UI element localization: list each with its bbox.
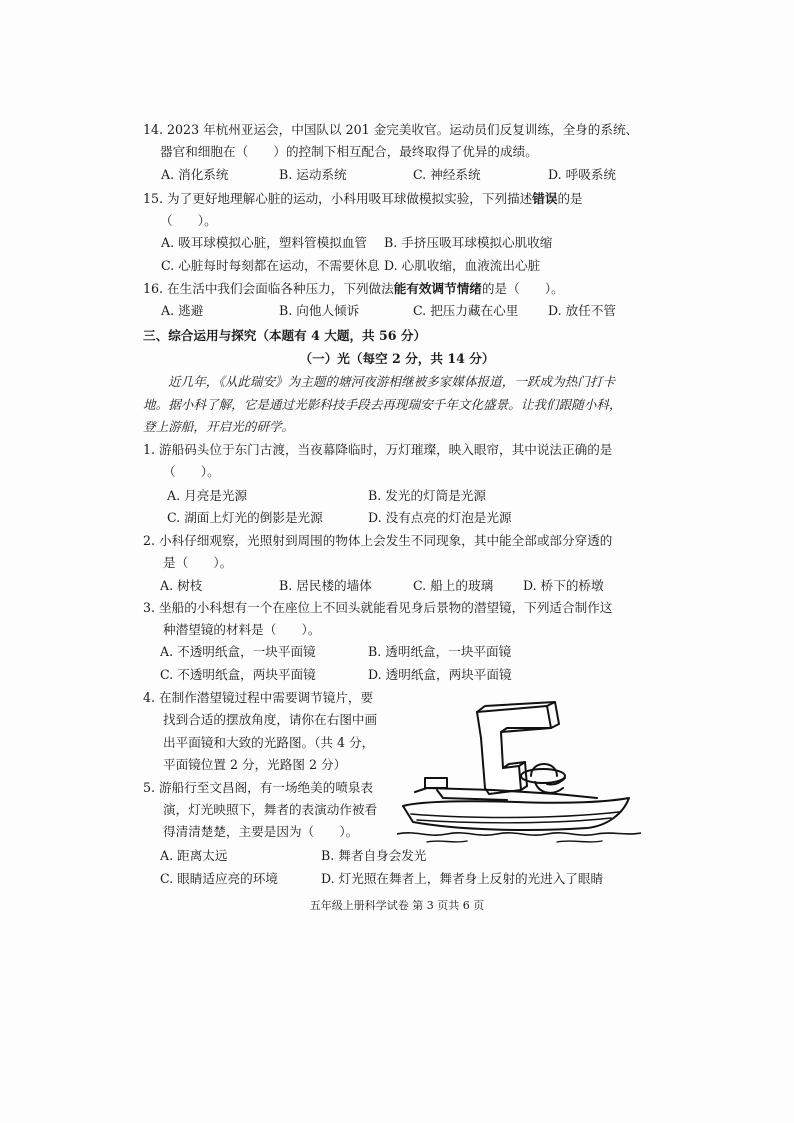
s5-line2: 演，灯光映照下，舞者的表演动作被看 bbox=[163, 802, 378, 817]
q15-line2: （ ）。 bbox=[160, 213, 217, 228]
q15-option-a: A. 吸耳球模拟心脏，塑料管模拟血管 bbox=[161, 235, 368, 250]
q15-line1 bbox=[143, 190, 583, 208]
s2-option-c: C. 船上的玻璃 bbox=[413, 578, 494, 593]
s3-line2: 种潜望镜的材料是（ ）。 bbox=[163, 622, 321, 637]
q15-option-c: C. 心脏每时每刻都在运动，不需要休息 bbox=[161, 258, 380, 273]
q15-option-b: B. 手挤压吸耳球模拟心肌收缩 bbox=[384, 235, 553, 250]
s1-option-c: C. 湖面上灯光的倒影是光源 bbox=[167, 510, 323, 525]
s3-line1: 3. 坐船的小科想有一个在座位上不回头就能看见身后景物的潜望镜，下列适合制作这 bbox=[143, 600, 613, 615]
q15-line1-pre: 15. 为了更好地理解心脏的运动，小科用吸耳球做模拟实验，下列描述 bbox=[143, 191, 533, 206]
q14-option-b: B. 运动系统 bbox=[279, 167, 347, 182]
q16-option-d: D. 放任不管 bbox=[548, 303, 617, 318]
intro-line2: 地。据小科了解，它是通过光影科技手段去再现瑞安千年文化盛景。让我们跟随小科， bbox=[143, 397, 622, 412]
intro-line1: 近几年，《从此瑞安》为主题的塘河夜游相继被多家媒体报道，一跃成为热门打卡 bbox=[168, 374, 616, 389]
q14-option-d: D. 呼吸系统 bbox=[548, 167, 617, 182]
s2-option-a: A. 树枝 bbox=[160, 578, 203, 593]
s1-line2: （ ）。 bbox=[163, 464, 220, 479]
s5-line1: 5. 游船行至文昌阁，有一场绝美的喷泉表 bbox=[143, 780, 374, 795]
section3-subtitle: （一）光（每空 2 分，共 14 分） bbox=[299, 351, 495, 366]
s3-option-a: A. 不透明纸盒，一块平面镜 bbox=[160, 644, 316, 659]
s2-line2: 是（ ）。 bbox=[163, 555, 233, 570]
page-footer: 五年级上册科学试卷 第 3 页共 6 页 bbox=[309, 899, 485, 912]
section3-title: 三、综合运用与探究（本题有 4 大题，共 56 分） bbox=[143, 328, 427, 343]
s4-line2: 找到合适的摆放角度，请你在右图中画 bbox=[163, 712, 378, 727]
s4-line1: 4. 在制作潜望镜过程中需要调节镜片，要 bbox=[143, 690, 374, 705]
q16-line1 bbox=[143, 280, 564, 298]
q16-option-c: C. 把压力藏在心里 bbox=[413, 303, 519, 318]
s1-option-b: B. 发光的灯筒是光源 bbox=[368, 488, 487, 503]
s3-option-b: B. 透明纸盒，一块平面镜 bbox=[368, 644, 512, 659]
s5-option-d: D. 灯光照在舞者上，舞者身上反射的光进入了眼睛 bbox=[321, 871, 604, 886]
boat-periscope-illustration bbox=[397, 698, 641, 846]
s3-option-c: C. 不透明纸盒，两块平面镜 bbox=[160, 667, 316, 682]
s5-option-b: B. 舞者自身会发光 bbox=[321, 848, 427, 863]
q15-emphasis: 错误 bbox=[532, 191, 558, 206]
s1-option-d: D. 没有点亮的灯泡是光源 bbox=[368, 510, 512, 525]
q16-option-b: B. 向他人倾诉 bbox=[279, 303, 360, 318]
q15-option-d: D. 心肌收缩，血液流出心脏 bbox=[384, 258, 541, 273]
s5-line3: 得清清楚楚，主要是因为（ ）。 bbox=[163, 824, 359, 839]
s2-option-d: D. 桥下的桥墩 bbox=[523, 578, 604, 593]
s2-line1: 2. 小科仔细观察，光照射到周围的物体上会发生不同现象，其中能全部或部分穿透的 bbox=[143, 533, 613, 548]
s1-option-a: A. 月亮是光源 bbox=[167, 488, 248, 503]
q16-option-a: A. 逃避 bbox=[161, 303, 204, 318]
s5-option-c: C. 眼睛适应亮的环境 bbox=[160, 871, 278, 886]
q14-line1: 14. 2023 年杭州亚运会，中国队以 201 金完美收官。运动员们反复训练，全身的系统、 bbox=[143, 122, 639, 137]
s3-option-d: D. 透明纸盒，两块平面镜 bbox=[368, 667, 512, 682]
q14-option-a: A. 消化系统 bbox=[161, 167, 229, 182]
s5-option-a: A. 距离太远 bbox=[160, 848, 228, 863]
q14-line2: 器官和细胞在（ ）的控制下相互配合，最终取得了优异的成绩。 bbox=[160, 144, 538, 159]
s1-line1: 1. 游船码头位于东门古渡，当夜幕降临时，万灯璀璨，映入眼帘，其中说法正确的是 bbox=[143, 442, 613, 457]
s2-option-b: B. 居民楼的墙体 bbox=[279, 578, 372, 593]
q16-line1-pre: 16. 在生活中我们会面临各种压力，下列做法 bbox=[143, 281, 394, 296]
intro-line3: 登上游船，开启光的研学。 bbox=[143, 419, 295, 434]
q16-line1-post: 的是（ ）。 bbox=[481, 281, 564, 296]
q14-option-c: C. 神经系统 bbox=[413, 167, 481, 182]
s4-line4: 平面镜位置 2 分，光路图 2 分） bbox=[163, 757, 347, 772]
s4-line3: 出平面镜和大致的光路图。（共 4 分， bbox=[163, 735, 375, 750]
q16-emphasis: 能有效调节情绪 bbox=[393, 281, 482, 296]
q15-line1-post: 的是 bbox=[557, 191, 583, 206]
